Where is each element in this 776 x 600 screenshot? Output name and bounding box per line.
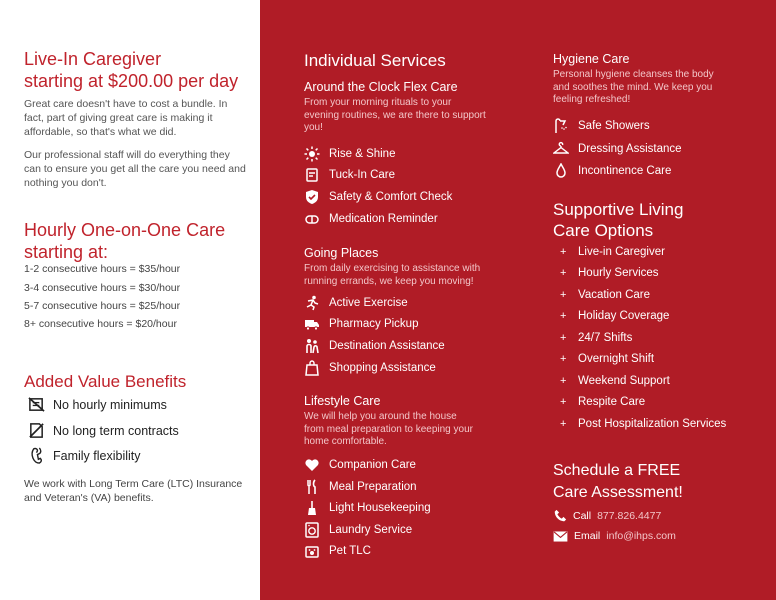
benefits-title: Added Value Benefits — [24, 372, 187, 391]
schedule-title-line2: Care Assessment! — [553, 484, 683, 501]
rate-row: 3-4 consecutive hours = $30/hour — [24, 282, 181, 294]
care-option — [560, 289, 650, 301]
benefit-label: No long term contracts — [53, 423, 179, 438]
care-option-label: Post Hospitalization Services — [578, 418, 727, 430]
hygiene-label: Safe Showers — [578, 120, 650, 132]
email-address[interactable]: info@ihps.com — [606, 530, 676, 542]
service-label: Active Exercise — [329, 297, 408, 309]
care-option-label: Weekend Support — [578, 375, 670, 387]
shield-icon — [304, 189, 320, 205]
email-label: Email — [574, 530, 601, 542]
plus-icon: + — [560, 246, 567, 258]
pill-icon — [304, 211, 320, 227]
care-option-label: Live-in Caregiver — [578, 246, 665, 258]
care-option — [560, 246, 665, 258]
care-option — [560, 332, 632, 344]
plus-icon: + — [560, 375, 567, 387]
envelope-icon — [553, 531, 568, 542]
supportive-title-line1: Supportive Living — [553, 200, 684, 219]
rate-row: 1-2 consecutive hours = $35/hour — [24, 263, 181, 275]
hourly-title-line2: starting at: — [24, 242, 109, 262]
livein-title-line2: starting at $200.00 per day — [24, 71, 239, 91]
service-label: Rise & Shine — [329, 148, 396, 160]
service-label: Pharmacy Pickup — [329, 318, 419, 330]
service-item — [304, 522, 412, 538]
service-label: Meal Preparation — [329, 481, 417, 493]
care-option-label: Vacation Care — [578, 289, 651, 301]
benefit-item — [28, 422, 179, 439]
left-panel — [0, 0, 260, 600]
hygiene-item — [553, 141, 682, 157]
going-places-subtitle: From daily exercising to assistance with running errands, we keep you moving! — [304, 263, 481, 287]
hygiene-label: Dressing Assistance — [578, 143, 682, 155]
care-option — [560, 267, 659, 279]
care-option — [560, 353, 654, 365]
bed-icon — [304, 167, 320, 183]
livein-title-line1: Live-In Caregiver — [24, 49, 162, 69]
truck-icon — [304, 316, 320, 332]
going-places-title: Going Places — [304, 246, 379, 260]
care-option-label: Holiday Coverage — [578, 310, 670, 322]
pet-icon — [304, 543, 320, 559]
service-item — [304, 211, 438, 227]
plus-icon: + — [560, 353, 567, 365]
plus-icon: + — [560, 396, 567, 408]
care-option — [560, 310, 669, 322]
care-option-label: Overnight Shift — [578, 353, 655, 365]
service-item — [304, 543, 371, 559]
service-item — [304, 167, 395, 183]
hanger-icon — [553, 141, 569, 157]
service-label: Safety & Comfort Check — [329, 191, 453, 203]
care-option-label: Respite Care — [578, 396, 646, 408]
phone-icon — [28, 447, 45, 464]
service-label: Light Housekeeping — [329, 502, 431, 514]
service-label: Medication Reminder — [329, 213, 438, 225]
benefit-item — [28, 447, 141, 464]
service-label: Shopping Assistance — [329, 362, 436, 374]
supportive-title-line2: Care Options — [553, 221, 654, 240]
bag-icon — [304, 360, 320, 376]
schedule-title-line1: Schedule a FREE — [553, 462, 681, 479]
service-item — [304, 500, 431, 516]
washer-icon — [304, 522, 320, 538]
utensils-icon — [304, 479, 320, 495]
service-item — [304, 146, 395, 162]
plus-icon: + — [560, 332, 567, 344]
exercise-icon — [304, 295, 320, 311]
service-item — [304, 479, 417, 495]
service-label: Pet TLC — [329, 545, 371, 557]
benefit-item — [28, 396, 167, 413]
rate-row: 5-7 consecutive hours = $25/hour — [24, 300, 181, 312]
no-clock-icon — [28, 396, 45, 413]
care-option — [560, 418, 726, 430]
heart-icon — [304, 457, 320, 473]
service-item — [304, 457, 416, 473]
benefit-label: No hourly minimums — [53, 397, 167, 412]
call-label: Call — [573, 510, 592, 522]
email-contact[interactable] — [553, 530, 676, 542]
service-item — [304, 338, 445, 354]
lifestyle-title: Lifestyle Care — [304, 394, 381, 408]
sun-icon — [304, 146, 320, 162]
care-option-label: Hourly Services — [578, 267, 659, 279]
service-item — [304, 189, 452, 205]
hygiene-label: Incontinence Care — [578, 165, 672, 177]
service-item — [304, 316, 418, 332]
service-label: Laundry Service — [329, 524, 413, 536]
phone-number[interactable]: 877.826.4477 — [597, 510, 662, 522]
around-clock-subtitle: From your morning rituals to your evening routines, we are there to support you! — [304, 97, 486, 133]
people-icon — [304, 338, 320, 354]
lifestyle-subtitle: We will help you around the house from meal preparation to keeping your home comfortable. — [304, 411, 473, 447]
benefit-label: Family flexibility — [53, 448, 141, 463]
individual-services-title: Individual Services — [304, 51, 446, 70]
staff-paragraph: Our professional staff will do everything they can to ensure you get all the care you need and nothing you don't. — [24, 149, 246, 189]
service-label: Tuck-In Care — [329, 169, 396, 181]
plus-icon: + — [560, 267, 567, 279]
rate-row: 8+ consecutive hours = $20/hour — [24, 318, 177, 330]
intro-paragraph: Great care doesn't have to cost a bundle. In fact, part of giving great care is making it affordable, so that's what we did. — [24, 98, 228, 138]
phone-icon — [553, 509, 567, 523]
care-option-label: 24/7 Shifts — [578, 332, 633, 344]
call-contact[interactable] — [553, 509, 661, 523]
service-label: Destination Assistance — [329, 340, 445, 352]
care-option — [560, 375, 670, 387]
hygiene-item — [553, 118, 650, 134]
service-label: Companion Care — [329, 459, 416, 471]
services-panel — [260, 0, 776, 600]
hygiene-item — [553, 163, 671, 179]
broom-icon — [304, 500, 320, 516]
insurance-note: We work with Long Term Care (LTC) Insurance and Veteran's (VA) benefits. — [24, 478, 243, 504]
care-option — [560, 396, 645, 408]
plus-icon: + — [560, 310, 567, 322]
drop-icon — [553, 163, 569, 179]
plus-icon: + — [560, 418, 567, 430]
service-item — [304, 360, 436, 376]
hygiene-title: Hygiene Care — [553, 52, 630, 66]
service-item — [304, 295, 408, 311]
around-clock-title: Around the Clock Flex Care — [304, 80, 458, 94]
plus-icon: + — [560, 289, 567, 301]
hygiene-subtitle: Personal hygiene cleanses the body and soothes the mind. We keep you feeling refreshed! — [553, 69, 714, 105]
no-contract-icon — [28, 422, 45, 439]
shower-icon — [553, 118, 569, 134]
hourly-title-line1: Hourly One-on-One Care — [24, 220, 226, 240]
